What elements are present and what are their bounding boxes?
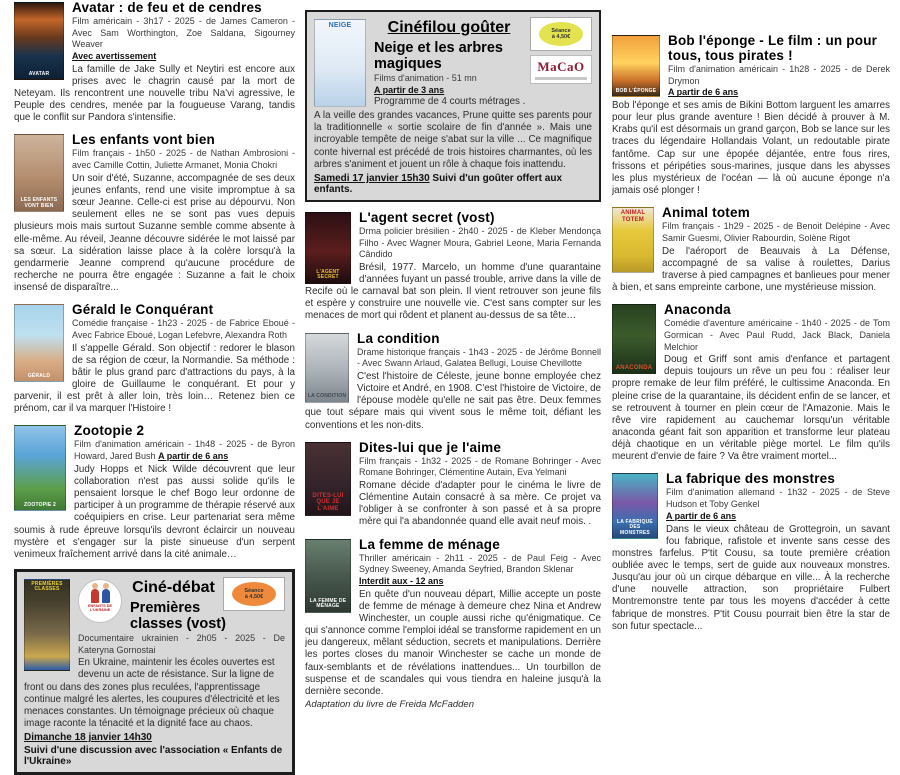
- film-description: Un soir d'été, Suzanne, accompagnée de ses deux jeunes enfants, rend une visite impromptue à sa sœur Jeanne. Celle-ci est prise au dépourvu. Non seulement elles ne se sont pas vues depuis plusieurs mois mais surtout Suzanne semble comme absente à elle-même. Au réveil, Jeanne découvre sidérée le mot laissé par sa sœur. La sidération laisse place à la colère lorsqu'à la gendarmerie Jeanne comprend qu'aucune procédure de recherche ne pourra être engagée : Suzanne a fait le choix insensé de disparaître...: [14, 172, 295, 294]
- film-meta: Drma policier brésilien - 2h40 - 2025 - de Kleber Mendonça Filho - Avec Wagner Moura, Gabriel Leone, Maria Fernanda Cândido: [359, 225, 601, 260]
- age-rating: A partir de 6 ans: [158, 451, 229, 462]
- film-title: Avatar : de feu et de cendres: [72, 0, 262, 15]
- film-zootopie-2: [14, 423, 295, 561]
- film-meta: Drame historique français - 1h43 - 2025 - de Jérôme Bonnell - Avec Swann Arlaud, Galatea Bellugi, Louise Chevillotte: [357, 346, 601, 369]
- poster-premieres-classes-image: [24, 579, 70, 671]
- cinefilou-gouter-box: [305, 10, 601, 202]
- poster-label: PREMIÈRES CLASSES: [31, 580, 63, 593]
- poster-label: LES ENFANTS VONT BIEN: [20, 197, 58, 209]
- film-animal-totem: [612, 205, 890, 294]
- poster-animal-totem-image: [612, 207, 654, 273]
- film-title: Neige et les arbres magiques: [374, 40, 503, 72]
- film-description: Brésil, 1977. Marcelo, un homme d'une quarantaine d'années fuyant un passé trouble, arrive dans la ville de Recife où le carnaval bat son plein. Il vient retrouver son jeune fils et espère y construire une nouvelle vie. C'est sans compter sur les menaces de mort qui rôdent et planent au-dessus de sa tête…: [305, 261, 601, 322]
- poster-les-enfants-image: [14, 134, 64, 212]
- children-icon: [91, 589, 110, 603]
- film-title: Les enfants vont bien: [72, 132, 215, 148]
- film-title: Animal totem: [662, 205, 750, 221]
- poster-label: LA FABRIQUE DES MONSTRES: [617, 518, 653, 536]
- poster-label: L'AGENT SECRET: [316, 268, 340, 281]
- poster-label: ANIMAL TOTEM: [620, 210, 646, 223]
- poster-label: DITES-LUI QUE JE L'AIME: [312, 492, 344, 513]
- film-dites-lui-que-je-laime: [305, 440, 601, 529]
- age-rating: A partir de 3 ans: [374, 84, 445, 95]
- poster-bob-leponge-image: [612, 35, 660, 97]
- film-title: La femme de ménage: [359, 536, 500, 552]
- film-title: L'agent secret (vost): [359, 209, 495, 225]
- poster-label: GÉRALD: [27, 372, 51, 379]
- event-note: Suivi d'une discussion avec l'association « Enfants de l'Ukraine»: [24, 745, 283, 768]
- seance-price-badge: [530, 17, 592, 51]
- film-anaconda: [612, 302, 890, 463]
- film-description: La famille de Jake Sully et Neytiri est encore aux prises avec le chagrin causé par la mort de Neteyam. Ils rencontrent une nouvelle tribu Na'vi agressive, le Peuple des cendres, menée par la fougueuse Varang, tandis que le conflit sur Pandora s'intensifie.: [14, 63, 295, 124]
- film-meta: Film français - 1h50 - 2025 - de Nathan Ambrosioni - avec Camille Cottin, Juliette Armanet, Monia Chokri: [72, 148, 295, 171]
- poster-label: NEIGE: [328, 22, 352, 29]
- poster-zootopie-image: [14, 425, 66, 511]
- film-avatar: [14, 0, 295, 124]
- logo-label: ENFANTS DE L'UKRAINE: [87, 604, 113, 613]
- seance-price-badge: [223, 577, 285, 611]
- poster-label: ZOOTOPIE 2: [24, 501, 56, 508]
- film-title: Bob l'éponge - Le film : un pour tous, tous pirates !: [668, 33, 878, 63]
- poster-label: ANACONDA: [615, 364, 653, 371]
- film-description: De l'aéroport de Beauvais à La Défense, accompagné de sa valise à roulettes, Darius traverse à pied campagnes et banlieues pour mener à bien, et sans empreinte carbone, une mystérieuse mission.: [612, 245, 890, 293]
- film-title: Zootopie 2: [74, 423, 145, 439]
- age-rating: A partir de 6 ans: [668, 87, 739, 98]
- price-badge-column: [223, 577, 285, 615]
- adaptation-note: Adaptation du livre de Freida McFadden: [305, 698, 474, 710]
- poster-la-condition-image: [305, 333, 349, 403]
- film-title: Gérald le Conquérant: [72, 302, 214, 318]
- film-la-condition: [305, 331, 601, 432]
- cine-debat-box: [14, 569, 295, 775]
- film-meta: Documentaire ukrainien - 2h05 - 2025 - De Kateryna Gornostai: [78, 632, 285, 655]
- film-title: La fabrique des monstres: [666, 471, 836, 487]
- film-description: Bob l'éponge et ses amis de Bikini Bottom larguent les amarres pour leur plus grande aventure ! Bien décidé à prouver à M. Krabs qu'il est désormais un grand garçon, Bob se lance sur les traces du légendaire Hollandais Volant, un redoutable pirate fantôme. Cap sur une épopée déjantée, entre fous rires, frissons et péripéties sous-marines, jusque dans les abysses les plus mystérieux de l'océan — là où aucune éponge n'a jamais osé plonger !: [612, 100, 890, 197]
- film-description: C'est l'histoire de Céleste, jeune bonne employée chez Victoire et André, en 1908. C'est l'histoire de Victoire, de l'épouse modèle qu'elle ne sait pas être. Deux femmes que tout sépare mais qui vivent sous le même toit, défiant les conventions et les non-dits.: [305, 370, 601, 431]
- poster-agent-secret-image: [305, 212, 351, 284]
- film-description: En Ukraine, maintenir les écoles ouvertes est devenu un acte de résistance. Sur la ligne de front ou dans des zones plus reculées, l'apprentissage continue malgré les alertes, les coupures d'électricité et les menaces constantes. Un témoignage précieux où chaque image raconte la ténacité et la dignité face au chaos.: [24, 657, 280, 730]
- macao-logo-subtext: [535, 77, 587, 80]
- film-meta: Film français - 1h29 - 2025 - de Benoit Delépine - Avec Samir Guesmi, Olivier Rabourdin, Solène Rigot: [662, 221, 890, 243]
- film-agent-secret: [305, 210, 601, 323]
- film-title: Dites-lui que je l'aime: [359, 439, 502, 455]
- film-warning: Avec avertissement: [72, 51, 157, 62]
- poster-label: LA CONDITION: [307, 393, 347, 400]
- poster-label: LA FEMME DE MÉNAGE: [309, 597, 347, 610]
- program-note: Programme de 4 courts métrages .: [374, 96, 526, 108]
- film-meta: Film d'animation américain - 1h28 - 2025 - de Derek Drymon: [668, 64, 890, 86]
- film-bob-leponge: [612, 33, 890, 197]
- price-badge-column: [530, 17, 592, 84]
- film-title: Anaconda: [664, 302, 731, 318]
- poster-label: BOB L'ÉPONGE: [615, 87, 657, 94]
- film-meta: Comédie française - 1h23 - 2025 - de Fabrice Eboué - Avec Fabrice Eboué, Logan Lefebvre, Alexandra Roth: [72, 318, 295, 340]
- film-meta: Films d'animation - 51 mn: [374, 73, 477, 83]
- poster-neige-image: [314, 19, 366, 107]
- poster-gerald-image: [14, 304, 64, 382]
- film-description: Il s'appelle Gérald. Son objectif : redorer le blason de sa région de cœur, la Normandie. Sa méthode : bâtir le plus grand parc d'attractions du pays, à la gloire de Guillaume le conquérant. Et pour y parvenir, il est prêt à aller loin, très loin… Retenez bien ce prénom, car il va marquer l'Histoire !: [14, 342, 295, 415]
- enfants-ukraine-logo: [78, 579, 122, 623]
- age-rating: Interdit aux - 12 ans: [359, 575, 444, 586]
- film-description: Dans le vieux château de Grottegroin, un savant fou fabrique, rafistole et invente sans cesse des monstres farfelus. P'tit Cousu, sa toute première création oubliée avec le temps, sert de guide aux nouveaux monstres. Jusqu'au jour où un cirque débarque en ville... À la recherche d'une nouvelle attraction, son propriétaire Fulbert Montremonstre tente par tous les moyens d'accéder à cette fabrique de monstres. P'tit Cousu pourrait bien être la star de son futur spectacle...: [612, 523, 890, 632]
- film-meta: Film d'animation allemand - 1h32 - 2025 - de Steve Hudson et Toby Genkel: [666, 487, 890, 510]
- screening-date: Dimanche 18 janvier 14h30: [24, 732, 152, 744]
- cinefilou-header: Cinéfilou goûter: [387, 19, 511, 36]
- film-meta: Film d'animation américain - 1h48 - 2025 - de Byron Howard, Jared Bush A partir de 6 ans: [74, 439, 295, 462]
- poster-label: AVATAR: [28, 70, 50, 77]
- film-la-femme-de-menage: [305, 537, 601, 710]
- film-meta: Comédie d'aventure américaine - 1h40 - 2025 - de Tom Gormican - Avec Paul Rudd, Jack Black, Daniela Melchior: [664, 318, 890, 352]
- poster-anaconda-image: [612, 304, 656, 374]
- film-les-enfants-vont-bien: [14, 132, 295, 294]
- middle-column: [305, 0, 601, 718]
- cine-debat-header: Ciné-débat: [132, 578, 215, 596]
- film-meta: Film français - 1h32 - 2025 - de Romane Bohringer - Avec Romane Bohringer, Clémentine Autain, Eva Yelmani: [359, 455, 601, 478]
- screening-date: Samedi 17 janvier 15h30 Suivi d'un goûter offert aux enfants.: [314, 172, 563, 195]
- macao-logo: MaCaO: [530, 55, 592, 84]
- poster-femme-de-menage-image: [305, 539, 351, 613]
- left-column: [14, 0, 295, 775]
- poster-dites-lui-image: [305, 442, 351, 516]
- speech-bubble-icon: Séance à 4,50€: [232, 582, 276, 606]
- speech-bubble-icon: Séance à 4,50€: [539, 22, 583, 46]
- film-description: A la veille des grandes vacances, Prune quitte ses parents pour la traditionnelle « sortie scolaire de fin d'année ». Mais une incroyable tempête de neige s'abat sur la ville ... Ce magnifique conte hivernal est précédé de trois histoires charmantes, où les arbres s'animent et jouent un rôle à chaque fois inattendu.: [314, 110, 592, 170]
- film-meta: Thriller américain - 2h11 - 2025 - de Paul Feig - Avec Sydney Sweeney, Amanda Seyfried, Brandon Sklenar: [359, 552, 601, 575]
- film-gerald-le-conquerant: [14, 302, 295, 415]
- poster-avatar-image: [14, 2, 64, 80]
- film-la-fabrique-des-monstres: [612, 471, 890, 632]
- right-column: [612, 0, 890, 641]
- film-description: Judy Hopps et Nick Wilde découvrent que leur collaboration n'est pas aussi solide qu'ils le pensaient lorsque le chef Bogo leur ordonne de participer à un programme de thérapie réservé aux coéquipiers en crise. Leur partenariat sera même soumis à rude épreuve lorsqu'ils devront éclaircir un nouveau mystère et s'engager sur la piste sinueuse d'un serpent venimeux fraîchement arrivé dans la cité animale…: [14, 463, 295, 560]
- film-title: Premières classes (vost): [130, 599, 226, 632]
- age-rating: A partir de 6 ans: [666, 510, 737, 521]
- film-title: La condition: [357, 330, 440, 346]
- film-meta: Film américain - 3h17 - 2025 - de James Cameron - Avec Sam Worthington, Zoe Saldana, Sigourney Weaver: [72, 16, 295, 50]
- film-description: En quête d'un nouveau départ, Millie accepte un poste de femme de ménage à demeure chez Nina et Andrew Winchester, un couple aussi riche qu'énigmatique. Ce qui s'annonce comme l'emploi idéal se transforme rapidement en un jeu dangereux, mêlant séduction, secrets et manipulations. Derrière les portes closes du manoir Winchester se cache un monde de faux-semblants et de révélations inattendues... Un tourbillon de suspense et de scandales qui vous tiendra en haleine jusqu'à la dernière seconde.: [305, 588, 601, 697]
- poster-fabrique-monstres-image: [612, 473, 658, 539]
- film-description: Romane décide d'adapter pour le cinéma le livre de Clémentine Autain consacré à sa mère. Ce projet va l'obliger à se confronter à son passé et à sa propre mère qui l'a abandonnée quand elle avait neuf mois. .: [359, 480, 601, 528]
- film-description: Doug et Griff sont amis d'enfance et partagent depuis toujours un rêve un peu fou : réaliser leur propre remake de leur film préféré, le cultissime Anaconda. En pleine crise de la quarantaine, ils décident enfin de se lancer, et se retrouvent à tourner en plein cœur de l'Amazonie. Mais le rêve vire rapidement au cauchemar lorsqu'un véritable anaconda géant fait son apparition et transforme leur plateau déjà chaotique en un véritable piège mortel. Le film qu'ils meurent d'envie de faire ? Va être vraiment mortel...: [612, 354, 890, 463]
